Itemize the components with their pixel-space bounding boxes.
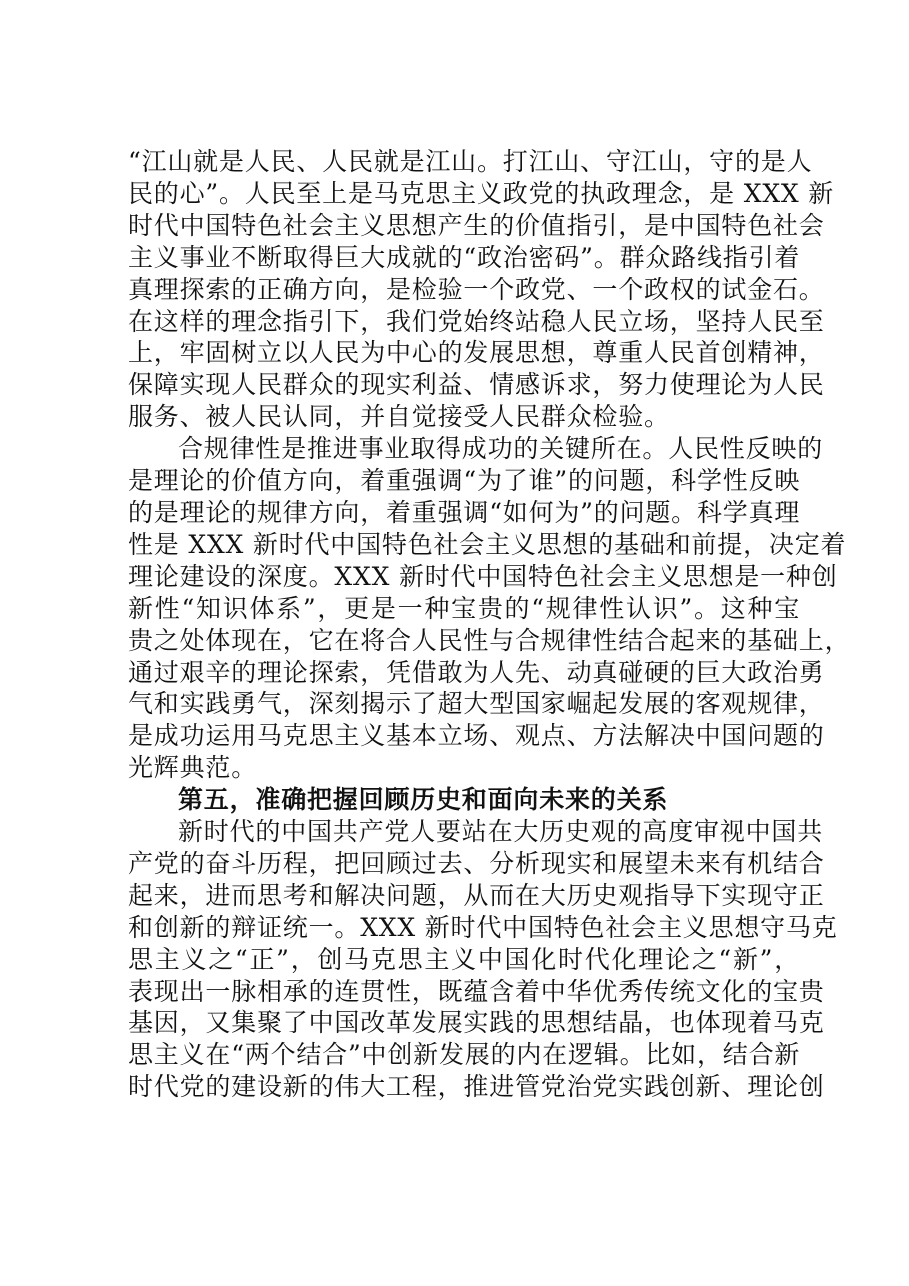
text-line: 合规律性是推进事业取得成功的关键所在。人民性反映的 — [178, 434, 824, 464]
text-line: 性是 XXX 新时代中国特色社会主义思想的基础和前提，决定着 — [128, 529, 847, 559]
text-line: 新时代的中国共产党人要站在大历史观的高度审视中国共 — [178, 817, 824, 847]
section-heading — [128, 784, 800, 816]
text-line: 气和实践勇气，深刻揭示了超大型国家崛起发展的客观规律， — [128, 689, 825, 719]
text-line: 表现出一脉相承的连贯性，既蕴含着中华优秀传统文化的宝贵 — [128, 976, 825, 1006]
text-line: 是成功运用马克思主义基本立场、观点、方法解决中国问题的 — [128, 721, 825, 751]
text-line: 的是理论的规律方向，着重强调“如何为”的问题。科学真理 — [128, 497, 801, 527]
text-line: 贵之处体现在，它在将合人民性与合规律性结合起来的基础上， — [128, 625, 851, 655]
text-line: 基因，又集聚了中国改革发展实践的思想结晶，也体现着马克 — [128, 1008, 825, 1038]
text-line: 在这样的理念指引下，我们党始终站稳人民立场，坚持人民至 — [128, 306, 825, 336]
text-line: 主义事业不断取得巨大成就的“政治密码”。群众路线指引着 — [128, 242, 801, 272]
text-line: 产党的奋斗历程，把回顾过去、分析现实和展望未来有机结合 — [128, 848, 825, 878]
text-line: 时代中国特色社会主义思想产生的价值指引，是中国特色社会 — [128, 210, 825, 240]
heading-text: 第五，准确把握回顾历史和面向未来的关系 — [178, 785, 669, 815]
text-line: 新性“知识体系”，更是一种宝贵的“规律性认识”。这种宝 — [128, 593, 800, 623]
text-line: 理论建设的深度。XXX 新时代中国特色社会主义思想是一种创 — [128, 561, 838, 591]
paragraph-people-supremacy — [128, 146, 835, 433]
text-line: 服务、被人民认同，并自觉接受人民群众检验。 — [128, 402, 670, 432]
text-line: 民的心”。人民至上是马克思主义政党的执政理念，是 XXX 新 — [128, 178, 835, 208]
text-line: 真理探索的正确方向，是检验一个政党、一个政权的试金石。 — [128, 274, 825, 304]
text-line: “江山就是人民、人民就是江山。打江山、守江山，守的是人 — [128, 147, 813, 176]
text-line: 通过艰辛的理论探索，凭借敢为人先、动真碰硬的巨大政治勇 — [128, 657, 825, 687]
text-line: 是理论的价值方向，着重强调“为了谁”的问题，科学性反映 — [128, 466, 801, 496]
text-line: 上，牢固树立以人民为中心的发展思想，尊重人民首创精神， — [128, 338, 825, 368]
text-line: 保障实现人民群众的现实利益、情感诉求，努力使理论为人民 — [128, 370, 825, 400]
document-body — [128, 146, 851, 1103]
text-line: 光辉典范。 — [128, 753, 258, 783]
paragraph-regularity — [128, 433, 851, 784]
text-line: 起来，进而思考和解决问题，从而在大历史观指导下实现守正 — [128, 880, 825, 910]
text-line: 思主义之“正”，创马克思主义中国化时代化理论之“新”， — [128, 944, 800, 974]
text-line: 和创新的辩证统一。XXX 新时代中国特色社会主义思想守马克 — [128, 912, 838, 942]
paragraph-history-future — [128, 816, 838, 1103]
text-line: 时代党的建设新的伟大工程，推进管党治党实践创新、理论创 — [128, 1072, 825, 1102]
text-line: 思主义在“两个结合”中创新发展的内在逻辑。比如，结合新 — [128, 1040, 801, 1070]
